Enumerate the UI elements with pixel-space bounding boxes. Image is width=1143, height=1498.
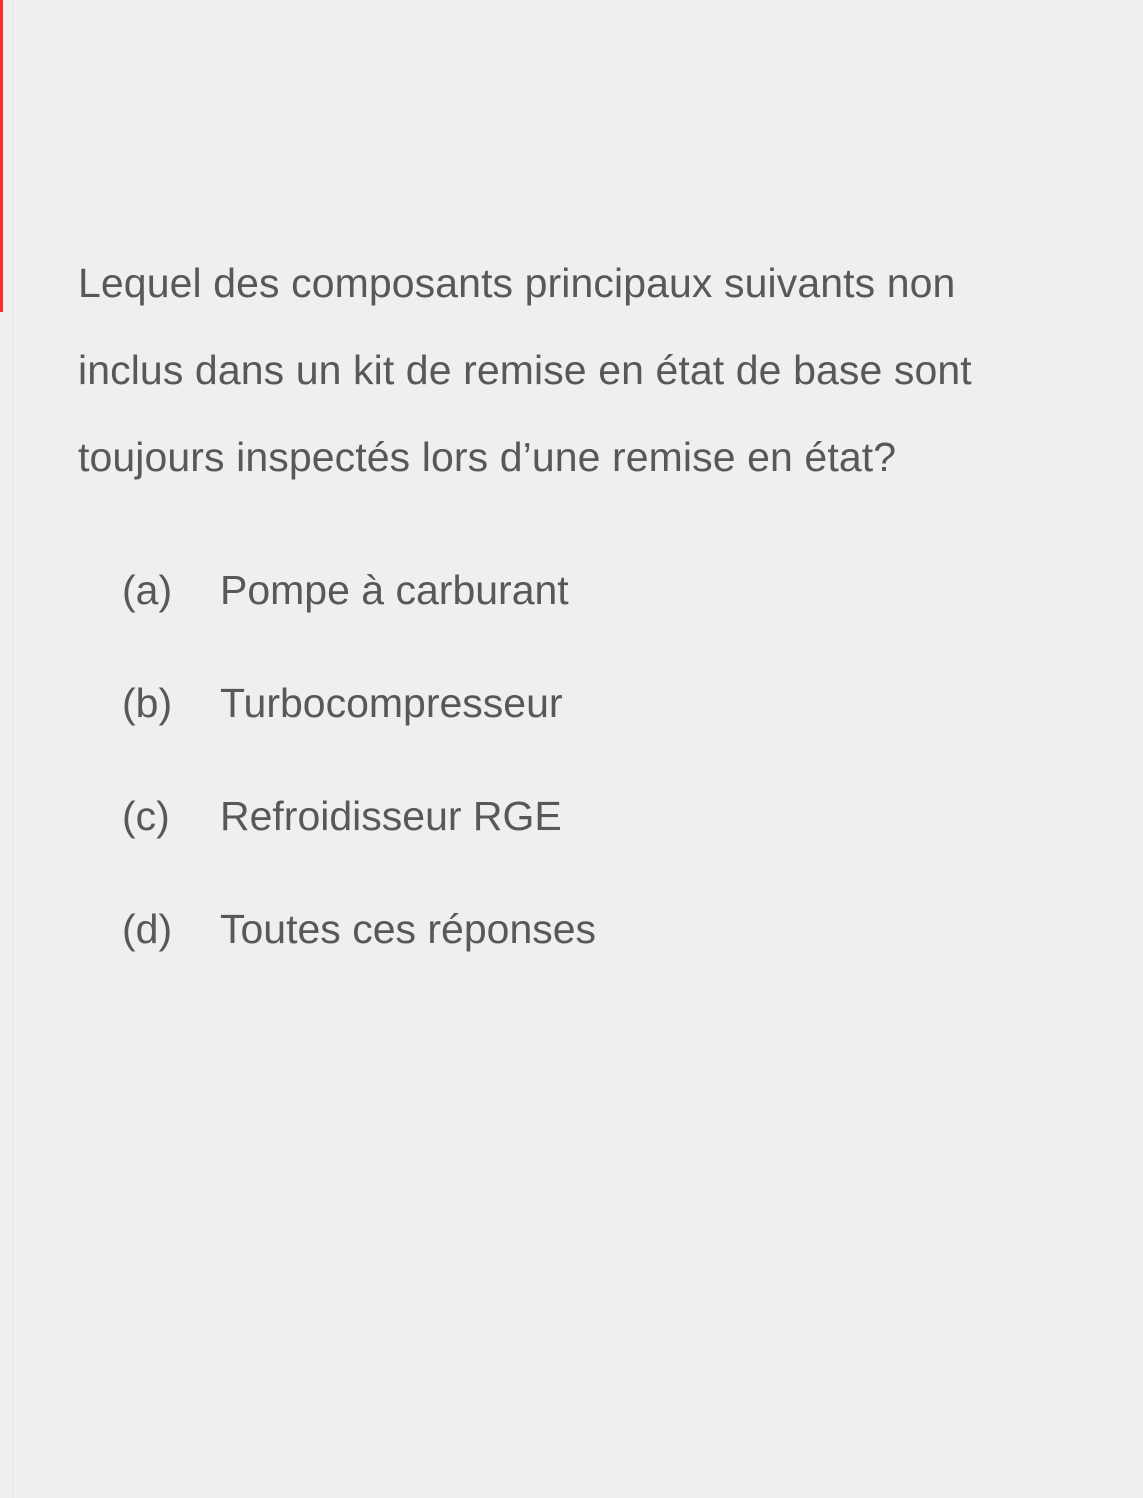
red-margin-mark [0, 0, 3, 312]
option-label-b: Turbocompresseur [220, 680, 563, 726]
question-text: Lequel des composants principaux suivants non inclus dans un kit de remise en état de base sont toujours inspectés lors d’une remise en état? [78, 260, 972, 480]
answer-options-list [78, 559, 1078, 960]
option-label-d: Toutes ces réponses [220, 906, 597, 952]
option-label-c: Refroidisseur RGE [220, 793, 562, 839]
option-marker-b: (b) [122, 680, 173, 726]
option-label-a: Pompe à carburant [220, 567, 569, 613]
answer-option-b[interactable] [122, 672, 1078, 734]
answer-option-c[interactable] [122, 785, 1078, 847]
option-marker-d: (d) [122, 906, 173, 952]
answer-option-a[interactable] [122, 559, 1078, 621]
question-block [78, 240, 1078, 1011]
answer-option-d[interactable] [122, 898, 1078, 960]
page-edge-rule [12, 0, 13, 1498]
option-marker-c: (c) [122, 793, 170, 839]
option-marker-a: (a) [122, 567, 173, 613]
